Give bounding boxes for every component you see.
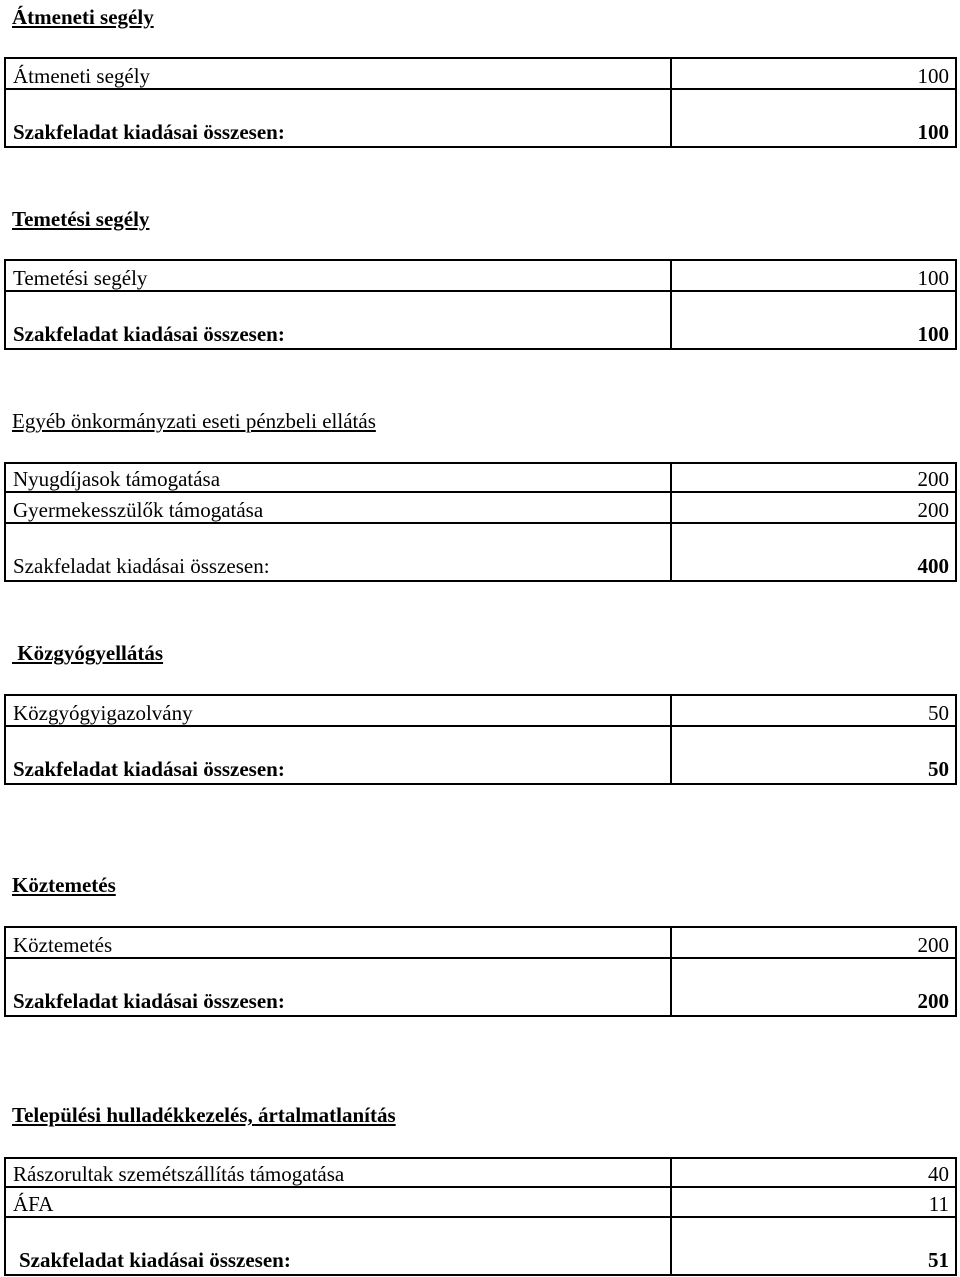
- item-label: Gyermekesszülők támogatása: [5, 492, 671, 523]
- total-row: [5, 958, 956, 1016]
- total-row: [5, 291, 956, 349]
- item-value: 200: [671, 492, 956, 523]
- section-title: Települési hulladékkezelés, ártalmatlanítás: [12, 1103, 396, 1127]
- section-title: Temetési segély: [12, 207, 150, 231]
- item-value: 11: [671, 1187, 956, 1217]
- total-label: Szakfeladat kiadásai összesen:: [5, 958, 671, 1016]
- item-label: Nyugdíjasok támogatása: [5, 463, 671, 492]
- item-label: Temetési segély: [5, 260, 671, 291]
- item-value: 100: [671, 260, 956, 291]
- expense-table: [4, 462, 957, 582]
- table-row: [5, 463, 956, 492]
- total-value: 100: [671, 89, 956, 147]
- item-label: Közgyógyigazolvány: [5, 695, 671, 726]
- table-row: [5, 1158, 956, 1187]
- total-label: Szakfeladat kiadásai összesen:: [5, 291, 671, 349]
- total-value: 100: [671, 291, 956, 349]
- total-label: Szakfeladat kiadásai összesen:: [5, 1217, 671, 1275]
- table-row: [5, 58, 956, 89]
- total-value: 50: [671, 726, 956, 784]
- total-label: Szakfeladat kiadásai összesen:: [5, 89, 671, 147]
- total-row: [5, 89, 956, 147]
- section-title: Köztemetés: [12, 873, 116, 897]
- item-value: 100: [671, 58, 956, 89]
- section-title: Átmeneti segély: [12, 5, 154, 29]
- expense-table: [4, 1157, 957, 1276]
- total-label: Szakfeladat kiadásai összesen:: [5, 523, 671, 581]
- total-row: [5, 523, 956, 581]
- table-row: [5, 492, 956, 523]
- total-value: 200: [671, 958, 956, 1016]
- item-label: Köztemetés: [5, 927, 671, 958]
- item-value: 200: [671, 927, 956, 958]
- total-row: [5, 726, 956, 784]
- table-row: [5, 260, 956, 291]
- item-value: 50: [671, 695, 956, 726]
- expense-table: [4, 694, 957, 785]
- total-value: 51: [671, 1217, 956, 1275]
- total-label: Szakfeladat kiadásai összesen:: [5, 726, 671, 784]
- section-title: Közgyógyellátás: [12, 641, 164, 665]
- expense-table: [4, 926, 957, 1017]
- expense-table: [4, 57, 957, 148]
- item-value: 200: [671, 463, 956, 492]
- expense-table: [4, 259, 957, 350]
- item-label: ÁFA: [5, 1187, 671, 1217]
- table-row: [5, 695, 956, 726]
- table-row: [5, 1187, 956, 1217]
- total-value: 400: [671, 523, 956, 581]
- item-label: Átmeneti segély: [5, 58, 671, 89]
- section-title: Egyéb önkormányzati eseti pénzbeli ellátás: [12, 409, 376, 433]
- item-label: Rászorultak szemétszállítás támogatása: [5, 1158, 671, 1187]
- item-value: 40: [671, 1158, 956, 1187]
- total-row: [5, 1217, 956, 1275]
- table-row: [5, 927, 956, 958]
